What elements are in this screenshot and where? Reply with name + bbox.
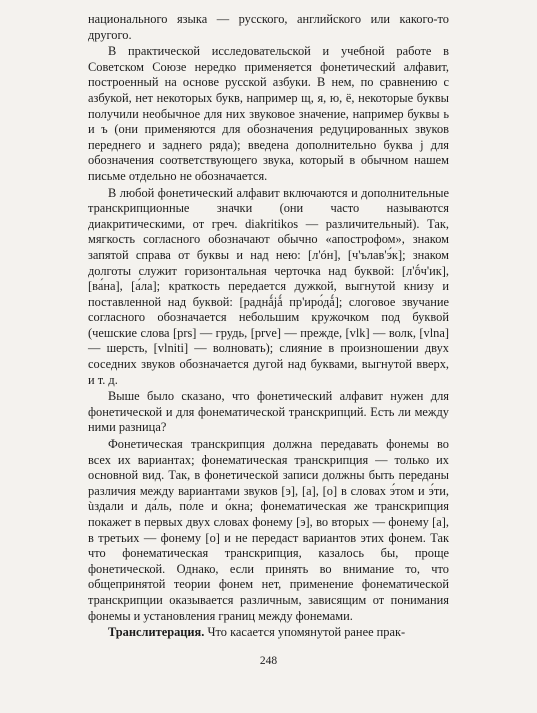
paragraph-phonetic-vs-phonemic: Фонетическая транскрипция должна передавать фонемы во всех их вариантах; фонематическая транскрипция — только их основной вид. Так, в фонетической записи должны быть переданы различия между вариантами звуков [э], [а], [о] в словах э́том и э́ти, ùздали и да́ль, по́ле и о́кна; фонематическая же транскрипция покажет в первых двух словах фонему [э], во вторых — фонему [а], в третьих — фонему [о] и не передаст вариантов этих фонем. Так что фонематическая транскрипция, казалось бы, проще фонетической. Однако, если принять во внимание то, что общепринятой теории фонем нет, применение фонематической транскрипции оказывается различным, зависящим от понимания фонемы и установления границ между фонемами. [88, 437, 449, 623]
page-number: 248 [259, 655, 278, 667]
paragraph-continuation: национального языка — русского, английского или какого-то другого. [88, 12, 449, 42]
paragraph-diacritics: В любой фонетический алфавит включаются и дополнительные транскрипционные значки (они часто называются диакритическими, от греч. diakritikos — различительный). Так, мягкость согласного обозначают обычно «апострофом», знаком запятой справа от буквы и над нею: [л'óн], [ч'ълав'э́к]; знаком долготы служит горизонтальная черточка над буквой: [л'ṓч'ик], [ва́на], [а́ла]; краткость передается дужкой, выгнутой книзу и поставленной над буквой: [раднǻjǻ пр'иро́дǻ]; слоговое звучание согласного обозначается небольшим кружочком под буквой (чешские слова [prs] — грудь, [prve] — прежде, [vlk] — волк, [vlna] — шерсть, [vlniti] — волновать); слияние в произношении двух соседних звуков обозначается дугой над буквами, выгнутой вверх, и т. д. [88, 185, 449, 387]
paragraph-phonetic-alphabet-russian: В практической исследовательской и учебной работе в Советском Союзе нередко применяется фонетический алфавит, построенный на основе русской азбуки. В нем, по сравнению с азбукой, нет некоторых букв, например щ, я, ю, ё, некоторые буквы получили необычное для них звуковое значение, например буквы ь и ъ (они применяются для обозначения редуцированных звуков переднего и заднего ряда); введена дополнительно буква j для обозначения соответствующего звука, который в обычном нашем письме отдельно не обозначается. [88, 44, 449, 183]
paragraph-transliteration [88, 625, 449, 641]
transliteration-heading: Транслитерация. [108, 625, 205, 640]
paragraph-transcription-question: Выше было сказано, что фонетический алфавит нужен для фонетической и для фонематической транскрипций. Есть ли между ними разница? [88, 389, 449, 435]
page-text [88, 12, 449, 641]
transliteration-text: Что касается упомянутой ранее прак- [204, 625, 406, 640]
